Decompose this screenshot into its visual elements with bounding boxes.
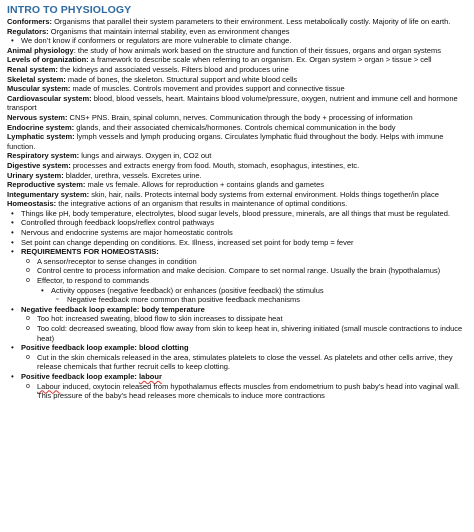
- list-item-text: Controlled through feedback loops/reflex control pathways: [21, 218, 215, 228]
- labour-heading-word: labour: [138, 371, 162, 381]
- list-item-text: Cut in the skin chemicals released in the area, stimulates platelets to close the vessel. As platelets and other cells arrive, they release chemicals that further recruit cells to keep clotting.: [37, 352, 453, 372]
- circle-bullet-icon: o: [26, 257, 30, 265]
- term: Skeletal system:: [7, 74, 66, 84]
- bullet-icon: •: [11, 247, 14, 257]
- term: Muscular system:: [7, 84, 71, 94]
- list-item-text: A sensor/receptor to sense changes in condition: [37, 256, 197, 266]
- definition-text: CNS+ PNS. Brain, spinal column, nerves. Communication through the body + processing of information: [67, 112, 413, 122]
- term: Integumentary system:: [7, 189, 90, 199]
- bullet-icon: •: [11, 228, 14, 238]
- list-item: [7, 314, 468, 324]
- list-item-text: Set point can change depending on conditions. Ex. Illness, increased set point for body temp = fever: [21, 237, 354, 247]
- labour-word: Labour: [37, 381, 61, 391]
- list-item-text: [37, 382, 460, 401]
- list-item: [7, 209, 468, 219]
- list-item-text: Nervous and endocrine systems are major homeostatic controls: [21, 228, 233, 238]
- labour-point-text: induced, oxytocin released from hypothalamus effects muscles from endometrium to push baby’s head into vaginal wall. This pressure of the baby’s head releases more chemicals to induce more contractions: [37, 381, 460, 401]
- list-item: [7, 372, 468, 382]
- term: Cardiovascular system:: [7, 93, 92, 103]
- bullet-icon: •: [11, 36, 14, 46]
- definition-text: a framework to describe scale when referring to an organism. Ex. Organ system > organ > tissue > cell: [88, 55, 432, 65]
- definition-nervous-system: [7, 113, 468, 123]
- definition-text: male vs female. Allows for reproduction + contains glands and gametes: [85, 180, 325, 190]
- definition-urinary-system: [7, 171, 468, 181]
- list-item: [7, 324, 468, 343]
- list-item: [7, 276, 468, 286]
- term: Endocrine system:: [7, 122, 75, 132]
- definition-digestive-system: [7, 161, 468, 171]
- list-item: [7, 228, 468, 238]
- definition-regulators: [7, 27, 468, 37]
- definition-text: made of bones, the skeleton. Structural support and white blood cells: [65, 74, 298, 84]
- definition-renal-system: [7, 65, 468, 75]
- term: Renal system:: [7, 64, 58, 74]
- bullet-icon: •: [11, 304, 14, 314]
- list-item: [7, 382, 468, 401]
- list-item: [7, 295, 468, 305]
- definition-endocrine-system: [7, 123, 468, 133]
- definition-text: the integrative actions of an organism that results in maintenance of optimal conditions.: [56, 199, 348, 209]
- requirements-heading: REQUIREMENTS FOR HOMEOSTASIS:: [21, 247, 159, 257]
- list-item: [7, 353, 468, 372]
- term: Digestive system:: [7, 160, 71, 170]
- bullet-icon: •: [11, 371, 14, 381]
- definition-text: blood, blood vessels, heart. Maintains blood volume/pressure, oxygen, nutrient and immune cell and hormone transport: [7, 93, 458, 113]
- definition-integumentary-system: [7, 190, 468, 200]
- definition-text: lymph vessels and lymph producing organs. Circulates lymphatic fluid throughout the body. Helps with immune function.: [7, 132, 444, 151]
- positive-feedback-heading: Positive feedback loop example: blood clotting: [21, 343, 189, 353]
- definition-conformers: [7, 17, 468, 27]
- list-item-text: Control centre to process information and make decision. Compare to set normal range. Usually the brain (hypothalamus): [37, 266, 441, 276]
- definition-text: Organisms that parallel their system parameters to their environment. Less metabolically costly. Majority of life on earth.: [52, 17, 451, 26]
- definition-text: Organisms that maintain internal stability, even as environment changes: [48, 26, 290, 36]
- list-item: [7, 238, 468, 248]
- term: Nervous system:: [7, 112, 68, 122]
- definition-text: made of muscles. Controls movement and provides support and connective tissue: [70, 84, 345, 94]
- circle-bullet-icon: o: [26, 382, 30, 390]
- term: Levels of organization:: [7, 55, 89, 65]
- list-item-text: Effector, to respond to commands: [37, 276, 150, 286]
- definition-text: processes and extracts energy from food. Mouth, stomach, esophagus, intestines, etc.: [70, 160, 360, 170]
- list-item: [7, 305, 468, 315]
- list-item: [7, 218, 468, 228]
- definition-reproductive-system: [7, 180, 468, 190]
- definition-text: bladder, urethra, vessels. Excretes urine.: [63, 170, 202, 180]
- definition-homeostasis: [7, 199, 468, 209]
- list-item-text: Activity opposes (negative feedback) or enhances (positive feedback) the stimulus: [51, 285, 324, 295]
- definition-text: : the study of how animals work based on the structure and function of their tissues, organs and organ systems: [73, 45, 441, 55]
- bullet-icon: •: [11, 208, 14, 218]
- circle-bullet-icon: o: [26, 353, 30, 361]
- list-item-text: We don’t know if conformers or regulators are more vulnerable to climate change.: [21, 36, 292, 46]
- list-item-text: Things like pH, body temperature, electrolytes, blood sugar levels, blood pressure, minerals, are all things that must be regulated.: [21, 208, 450, 218]
- document-title: INTRO TO PHYSIOLOGY: [7, 4, 132, 16]
- term: Urinary system:: [7, 170, 64, 180]
- list-item: [7, 343, 468, 353]
- list-item-text: Negative feedback more common than positive feedback mechanisms: [67, 295, 301, 305]
- labour-heading-text: Positive feedback loop example:: [21, 371, 139, 381]
- term: Respiratory system:: [7, 151, 80, 161]
- bullet-icon: •: [11, 218, 14, 228]
- definition-respiratory-system: [7, 151, 468, 161]
- definition-text: skin, hair, nails. Protects internal body systems from external environment. Holds things together/in place: [89, 189, 439, 199]
- term: Animal physiology: [7, 45, 74, 55]
- negative-feedback-heading: Negative feedback loop example: body temperature: [21, 304, 205, 314]
- term: Regulators:: [7, 26, 49, 36]
- square-bullet-icon: ▫: [56, 296, 59, 304]
- definition-text: glands, and their associated chemicals/hormones. Controls chemical communication in the body: [74, 122, 396, 132]
- definition-text: lungs and airways. Oxygen in, CO2 out: [79, 151, 212, 161]
- list-item: [7, 286, 468, 296]
- bullet-icon: •: [11, 343, 14, 353]
- term: Homeostasis:: [7, 199, 57, 209]
- labour-heading: [21, 372, 162, 381]
- definition-cardiovascular-system: [7, 94, 468, 113]
- bullet-icon: •: [41, 285, 44, 295]
- bullet-icon: •: [11, 237, 14, 247]
- definition-levels-of-organization: [7, 55, 468, 65]
- definition-muscular-system: [7, 84, 468, 94]
- definition-animal-physiology: [7, 46, 468, 56]
- list-item-text: Too cold: decreased sweating, blood flow away from skin to keep heat in, shivering initiated (small muscle contractions to induce heat): [37, 324, 463, 343]
- definition-skeletal-system: [7, 75, 468, 85]
- circle-bullet-icon: o: [26, 277, 30, 285]
- circle-bullet-icon: o: [26, 315, 30, 323]
- list-item-text: Too hot: increased sweating, blood flow to skin increases to dissipate heat: [37, 314, 283, 324]
- list-item: [7, 257, 468, 267]
- circle-bullet-icon: o: [26, 267, 30, 275]
- list-item: [7, 247, 468, 257]
- definition-text: the kidneys and associated vessels. Filters blood and produces urine: [57, 64, 289, 74]
- term: Conformers:: [7, 17, 53, 26]
- term: Lymphatic system:: [7, 132, 75, 142]
- list-item: [7, 36, 468, 46]
- term: Reproductive system:: [7, 180, 86, 190]
- definition-lymphatic-system: [7, 132, 468, 151]
- circle-bullet-icon: o: [26, 325, 30, 332]
- list-item: [7, 266, 468, 276]
